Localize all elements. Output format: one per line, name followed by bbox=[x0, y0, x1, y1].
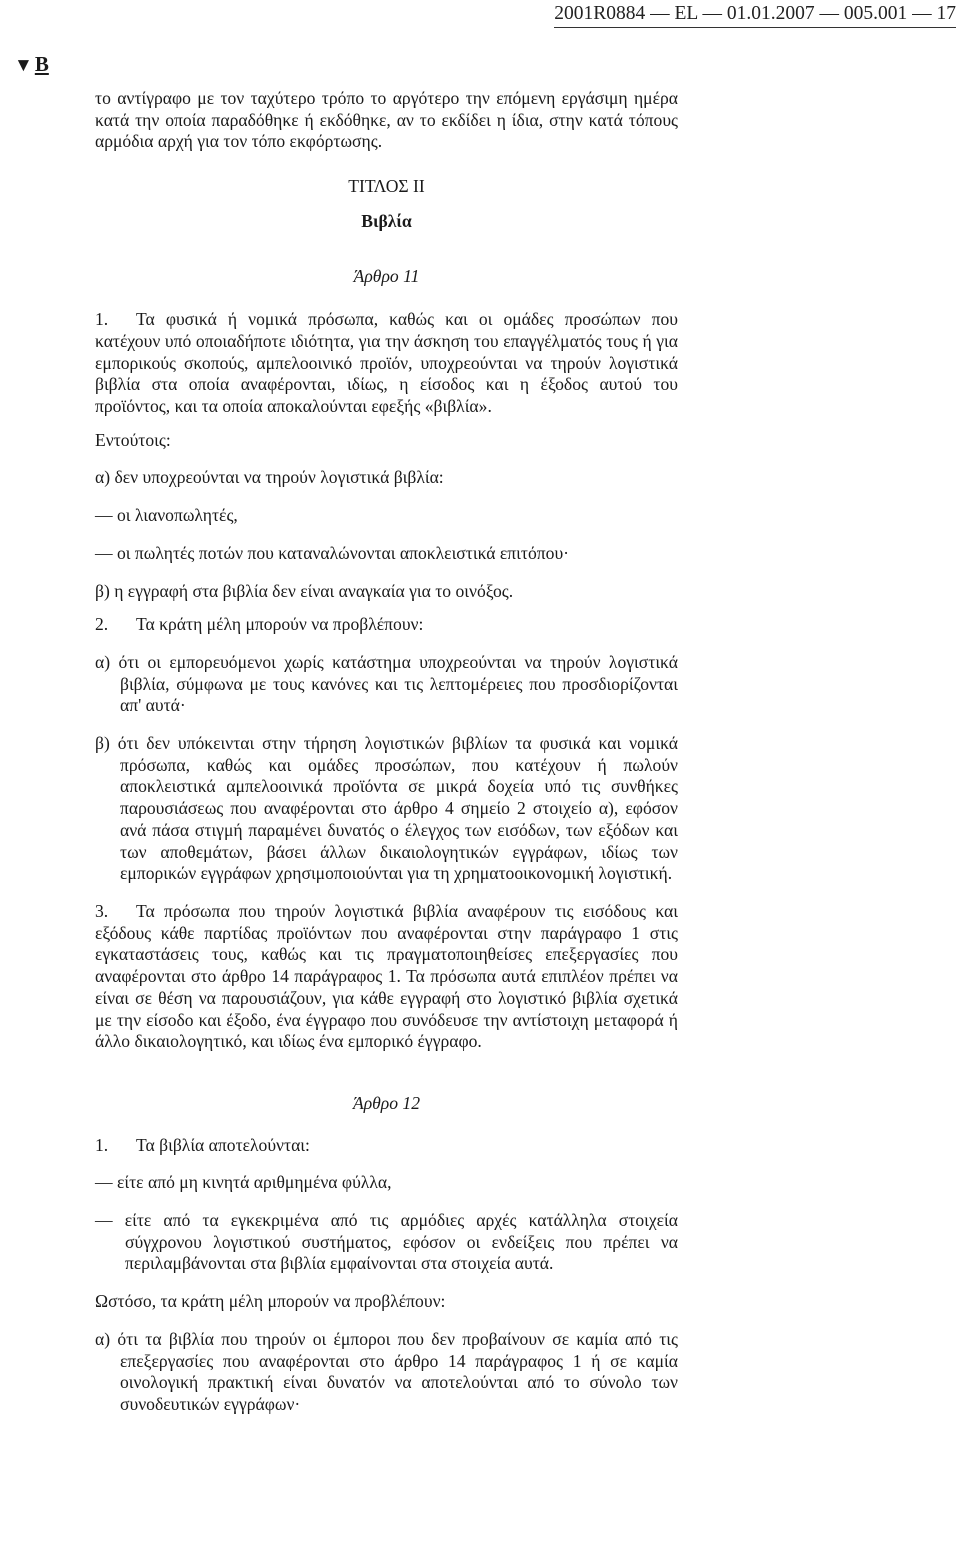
article-11-paragraph-3 bbox=[95, 901, 678, 1053]
title-heading: ΤΙΤΛΟΣ ΙΙ bbox=[348, 176, 425, 197]
article-11-however: Εντούτοις: bbox=[95, 429, 171, 450]
paragraph-number: 2. bbox=[95, 614, 109, 635]
subtitle-heading: Βιβλία bbox=[361, 210, 412, 231]
article-11-paragraph-2-point-a: α) ότι οι εμπορευόμενοι χωρίς κατάστημα υποχρεούνται να τηρούν λογιστικά βιβλία, σύμφωνα με τους κανόνες και τις λεπτομέρειες που προσδιορίζονται απ' αυτά· bbox=[95, 651, 678, 716]
article-11-dash-2: — οι πωλητές ποτών που καταναλώνονται αποκλειστικά επιτόπου· bbox=[95, 542, 570, 563]
article-11-heading: Άρθρο 11 bbox=[353, 265, 420, 286]
paragraph-text: Τα βιβλία αποτελούνται: bbox=[136, 1134, 310, 1155]
article-11-point-a: α) δεν υποχρεούνται να τηρούν λογιστικά βιβλία: bbox=[95, 467, 444, 488]
paragraph-text: Τα φυσικά ή νομικά πρόσωπα, καθώς και οι ομάδες προσώπων που κατέχουν υπό οποιαδήποτε ιδιότητα, για την άσκηση του επαγγέλματός τους ή για εμπορικούς σκοπούς, αμπελοοινικό προϊόν, υποχρεούνται να τηρούν λογιστικά βιβλία στα οποία αναφέρονται, ιδίως, η είσοδος και η έξοδος αυτού του προϊόντος, και τα οποία αποκαλούνται εφεξής «βιβλία». bbox=[95, 309, 678, 417]
article-11-paragraph-1 bbox=[95, 309, 678, 418]
amendment-marker-label[interactable]: B bbox=[34, 52, 49, 76]
intro-paragraph: το αντίγραφο με τον ταχύτερο τρόπο το αργότερο την επόμενη εργάσιμη ημέρα κατά την οποία παραδόθηκε ή εκδόθηκε, αν το εκδίδει η ίδια, στην κατά τόπους αρμόδια αρχή για τον τόπο εκφόρτωσης. bbox=[95, 88, 678, 152]
paragraph-number: 1. bbox=[95, 1134, 109, 1155]
article-11-point-b: β) η εγγραφή στα βιβλία δεν είναι αναγκαία για το οινόξος. bbox=[95, 580, 514, 601]
article-12-however: Ωστόσο, τα κράτη μέλη μπορούν να προβλέπουν: bbox=[95, 1291, 446, 1312]
article-11-paragraph-2-point-b: β) ότι δεν υπόκεινται στην τήρηση λογιστικών βιβλίων τα φυσικά και νομικά πρόσωπα, καθώς και ομάδες προσώπων, που κατέχουν ή πωλούν αποκλειστικά αμπελοοινικά προϊόντα σε μικρά δοχεία υπό τις συνθήκες παρουσιάσεως που αναφέρονται στο άρθρο 4 σημείο 2 στοιχείο α), εφόσον ανά πάσα στιγμή παραμένει δυνατός ο έλεγχος των εισόδων, των εξόδων και των αποθεμάτων, βάσει άλλων δικαιολογητικών εγγράφων, ιδίως των εμπορικών εγγράφων χρησιμοποιούνται για τη χρηματοοικονομική λογιστική. bbox=[95, 733, 678, 884]
paragraph-text: Τα πρόσωπα που τηρούν λογιστικά βιβλία αναφέρουν τις εισόδους και εξόδους κάθε παρτίδας προϊόντων που αναφέρονται στην παράγραφο 1 στις εγκαταστάσεις τους, καθώς και τις πραγματοποιηθείσες επεξεργασίες που αναφέρονται στο άρθρο 14 παράγραφος 1. Τα πρόσωπα αυτά επιπλέον πρέπει να είναι σε θέση να παρουσιάζουν, για κάθε εγγραφή στο λογιστικό βιβλία σχετικά με την είσοδο και έξοδο, ένα έγγραφο που συνόδευσε την αντίστοιχη μεταφορά ή άλλο δικαιολογητικό, και ιδίως ένα εμπορικό έγγραφο. bbox=[95, 900, 678, 1052]
paragraph-text: Τα κράτη μέλη μπορούν να προβλέπουν: bbox=[136, 614, 424, 635]
article-12-point-a: α) ότι τα βιβλία που τηρούν οι έμποροι που δεν προβαίνουν σε καμία από τις επεξεργασίες που αναφέρονται στο άρθρο 14 παράγραφος 1 ή σε καμία οινολογική πρακτική είναι δυνατόν να αποτελούνται από το σύνολο των συνοδευτικών εγγράφων· bbox=[95, 1328, 678, 1414]
article-12-heading: Άρθρο 12 bbox=[352, 1092, 421, 1113]
article-12-paragraph-1 bbox=[95, 1135, 678, 1157]
amendment-marker bbox=[14, 52, 49, 77]
article-11-dash-1: — οι λιανοπωλητές, bbox=[95, 505, 238, 526]
article-11-paragraph-2 bbox=[95, 614, 678, 636]
paragraph-number: 1. bbox=[95, 309, 109, 330]
document-reference-header: 2001R0884 — EL — 01.01.2007 — 005.001 — 17 bbox=[554, 3, 956, 28]
document-body bbox=[95, 88, 678, 1416]
article-12-dash-1: — είτε από μη κινητά αριθμημένα φύλλα, bbox=[95, 1172, 392, 1193]
article-12-dash-2: — είτε από τα εγκεκριμένα από τις αρμόδιες αρχές κατάλληλα στοιχεία σύγχρονου λογιστικού συστήματος, εφόσον οι ενδείξεις που πρέπει να περιλαμβάνονται στα βιβλία εμφαίνονται στα στοιχεία αυτά. bbox=[95, 1210, 678, 1274]
triangle-down-icon: ▼ bbox=[14, 55, 33, 76]
paragraph-number: 3. bbox=[95, 900, 109, 921]
